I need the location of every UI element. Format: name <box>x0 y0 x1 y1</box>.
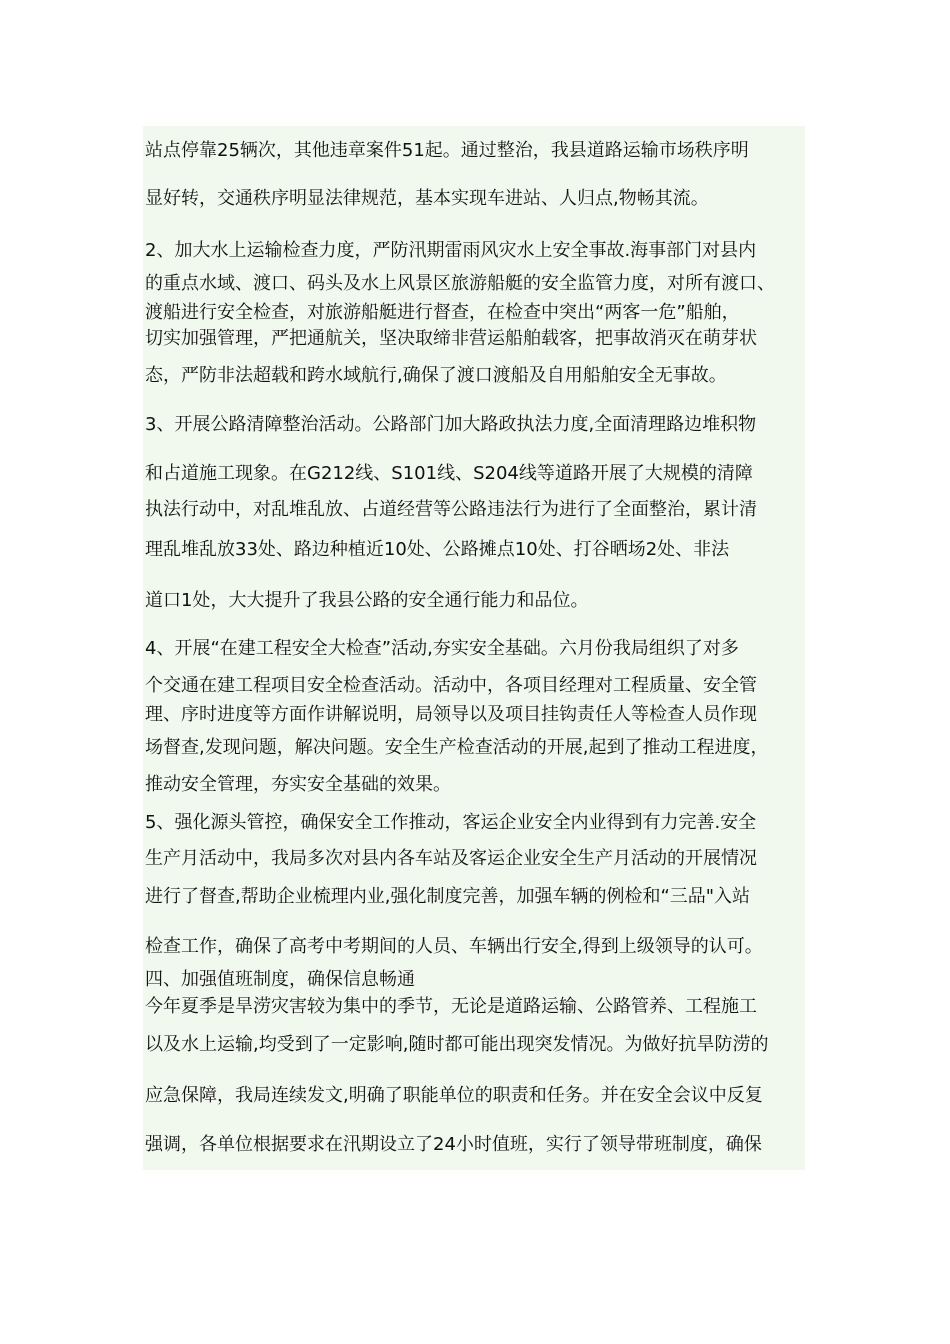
text-line-18: 5、强化源头管控，确保安全工作推动，客运企业安全内业得到有力完善.安全 <box>145 812 757 833</box>
text-line-1: 站点停靠25辆次，其他违章案件51起。通过整治，我县道路运输市场秩序明 <box>145 140 749 161</box>
text-line-16: 场督查,发现问题，解决问题。安全生产检查活动的开展,起到了推动工程进度， <box>145 737 769 758</box>
text-line-4: 的重点水域、渡口、码头及水上风景区旅游船艇的安全监管力度，对所有渡口、 <box>145 273 775 294</box>
text-line-10: 执法行动中，对乱堆乱放、占道经营等公路违法行为进行了全面整治，累计清 <box>145 499 757 520</box>
text-line-7: 态，严防非法超载和跨水域航行,确保了渡口渡船及自用船舶安全无事故。 <box>145 365 727 386</box>
text-line-21: 检查工作，确保了高考中考期间的人员、车辆出行安全,得到上级领导的认可。 <box>145 936 763 957</box>
text-line-25: 应急保障，我局连续发文,明确了职能单位的职责和任务。并在安全会议中反复 <box>145 1085 763 1106</box>
text-line-23: 今年夏季是旱涝灾害较为集中的季节，无论是道路运输、公路管养、工程施工 <box>145 996 757 1017</box>
text-line-24: 以及水上运输,均受到了一定影响,随时都可能出现突发情况。为做好抗旱防涝的 <box>145 1034 769 1055</box>
text-line-19: 生产月活动中，我局多次对县内各车站及客运企业安全生产月活动的开展情况 <box>145 848 757 869</box>
text-line-5: 渡船进行安全检查，对旅游船艇进行督查，在检查中突出“两客一危”船舶， <box>145 302 740 323</box>
text-line-14: 个交通在建工程项目安全检查活动。活动中，各项目经理对工程质量、安全管 <box>145 675 757 696</box>
text-line-6: 切实加强管理，严把通航关，坚决取缔非营运船舶载客，把事故消灭在萌芽状 <box>145 328 757 349</box>
text-line-2: 显好转，交通秩序明显法律规范，基本实现车进站、人归点,物畅其流。 <box>145 188 709 209</box>
text-line-17: 推动安全管理，夯实安全基础的效果。 <box>145 774 451 795</box>
text-line-11: 理乱堆乱放33处、路边种植近10处、公路摊点10处、打谷晒场2处、非法 <box>145 539 730 560</box>
text-line-26: 强调，各单位根据要求在汛期设立了24小时值班，实行了领导带班制度，确保 <box>145 1134 762 1155</box>
section-heading: 四、加强值班制度，确保信息畅通 <box>145 969 415 990</box>
text-line-8: 3、开展公路清障整治活动。公路部门加大路政执法力度,全面清理路边堆积物 <box>145 414 757 435</box>
text-line-20: 进行了督查,帮助企业梳理内业,强化制度完善，加强车辆的例检和“三品"入站 <box>145 886 751 907</box>
text-line-12: 道口1处，大大提升了我县公路的安全通行能力和品位。 <box>145 590 589 611</box>
text-line-3: 2、加大水上运输检查力度，严防汛期雷雨风灾水上安全事故.海事部门对县内 <box>145 240 757 261</box>
text-line-15: 理、序时进度等方面作讲解说明，局领导以及项目挂钩责任人等检查人员作现 <box>145 704 757 725</box>
text-line-9: 和占道施工现象。在G212线、S101线、S204线等道路开展了大规模的清障 <box>145 463 753 484</box>
text-line-13: 4、开展“在建工程安全大检查”活动,夯实安全基础。六月份我局组织了对多 <box>145 638 739 659</box>
